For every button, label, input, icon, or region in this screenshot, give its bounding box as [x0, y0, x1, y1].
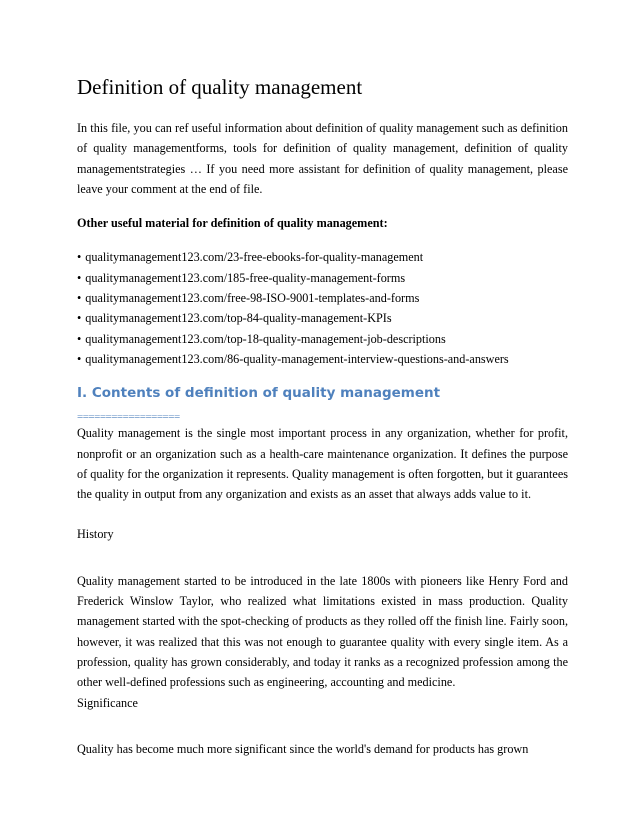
list-item[interactable]: [77, 349, 568, 369]
history-paragraph: Quality management started to be introduced in the late 1800s with pioneers like Henry Ford and Frederick Winslow Taylor, who realized what limitations existed in mass production. Quality management started with the spot-checking of products as they rolled off the finish line. Fairly soon, however, it was realized that this was not enough to guarantee quality with every single item. As a profession, quality has grown considerably, and today it ranks as a recognized profession among the other well-defined professions such as engineering, accounting and medicine.: [77, 573, 568, 690]
separator-line: ==================: [77, 411, 180, 424]
bullet-icon: •: [77, 270, 82, 285]
bullet-icon: •: [77, 291, 82, 306]
bullet-icon: •: [77, 331, 82, 346]
resource-link-list: [77, 247, 568, 369]
list-item[interactable]: [77, 329, 568, 349]
resource-link[interactable]: qualitymanagement123.com/top-84-quality-management-KPIs: [85, 311, 392, 326]
history-label: History: [77, 527, 114, 542]
bullet-icon: •: [77, 250, 82, 265]
resource-link[interactable]: qualitymanagement123.com/top-18-quality-management-job-descriptions: [85, 331, 446, 346]
significance-paragraph: Quality has become much more significant since the world's demand for products has grown: [77, 741, 529, 756]
list-item[interactable]: [77, 268, 568, 288]
other-material-heading: Other useful material for definition of quality management:: [77, 216, 388, 231]
list-item[interactable]: [77, 308, 568, 328]
resource-link[interactable]: qualitymanagement123.com/86-quality-management-interview-questions-and-answers: [85, 351, 509, 366]
list-item[interactable]: [77, 288, 568, 308]
resource-link[interactable]: qualitymanagement123.com/185-free-quality-management-forms: [85, 270, 406, 285]
intro-paragraph: In this file, you can ref useful information about definition of quality management such as definition of quality managementforms, tools for definition of quality management, definition of quality managementstrategies … If you need more assistant for definition of quality management, please leave your comment at the end of file.: [77, 121, 568, 196]
significance-label: Significance: [77, 695, 138, 710]
list-item[interactable]: [77, 247, 568, 267]
quality-management-paragraph: Quality management is the single most important process in any organization, whether for profit, nonprofit or an organization such as a health-care maintenance organization. It defines the purpose of quality for the organization it represents. Quality management is often forgotten, but it guarantees the quality in output from any organization and exists as an asset that always adds value to it.: [77, 426, 568, 502]
resource-link[interactable]: qualitymanagement123.com/free-98-ISO-9001-templates-and-forms: [85, 291, 420, 306]
section-heading: I. Contents of definition of quality management: [77, 385, 441, 402]
document-title: Definition of quality management: [77, 75, 363, 99]
resource-link[interactable]: qualitymanagement123.com/23-free-ebooks-for-quality-management: [85, 250, 424, 265]
bullet-icon: •: [77, 351, 82, 366]
bullet-icon: •: [77, 311, 82, 326]
